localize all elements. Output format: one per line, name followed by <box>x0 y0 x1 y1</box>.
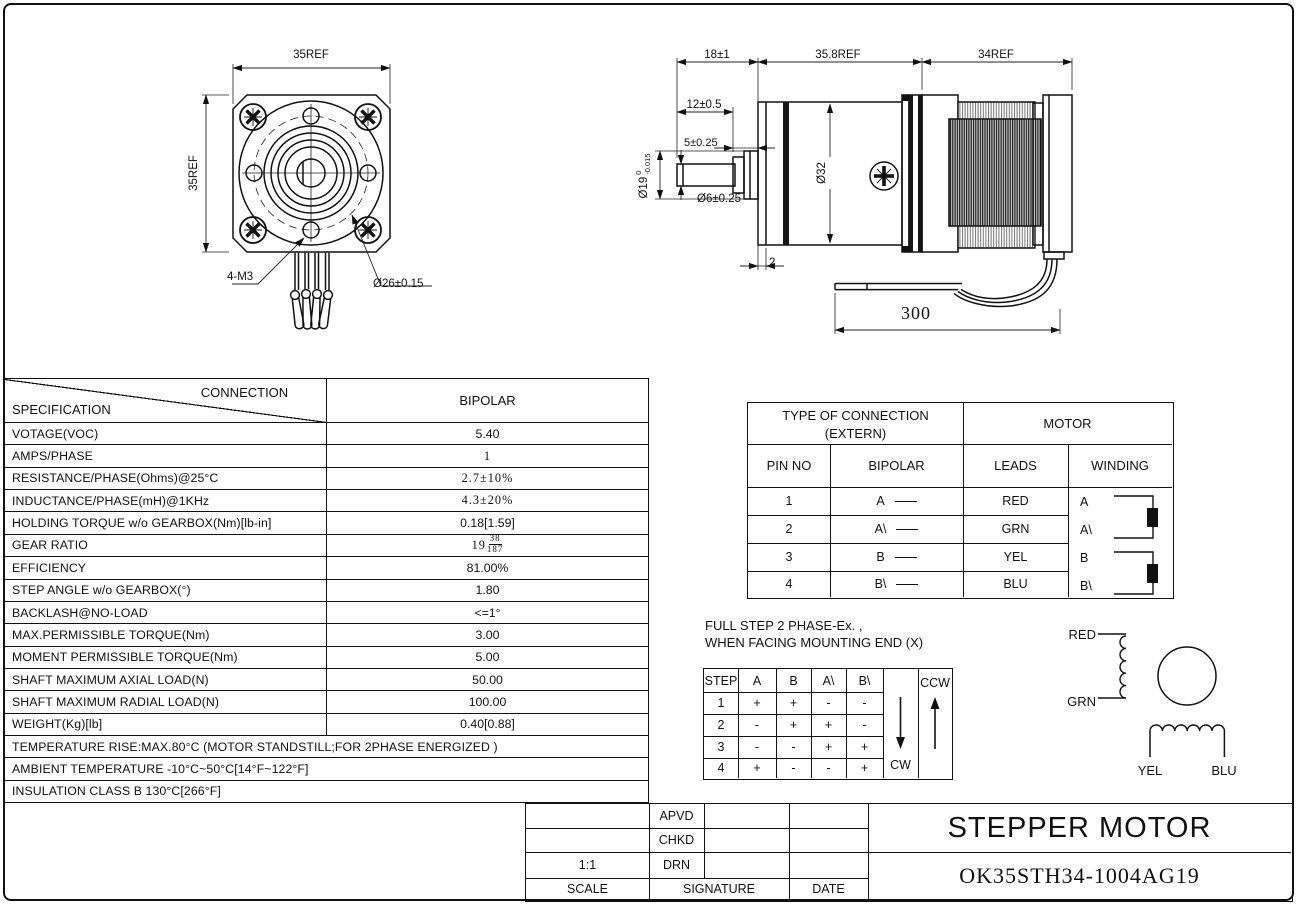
step-cell: - <box>754 718 760 732</box>
front-dim-height: 35REF <box>188 155 200 191</box>
conn-phase: B <box>876 550 885 564</box>
conn-phase: A <box>876 494 885 508</box>
spec-value: 4.3±20% <box>326 490 648 511</box>
side-dim-shaft-length: 18±1 <box>704 49 730 61</box>
front-dim-width: 35REF <box>293 49 329 61</box>
step-cell: + <box>824 718 833 732</box>
phase-dash <box>896 529 918 530</box>
step-col-header: A\ <box>822 673 835 688</box>
pilot-tol-lower: -0.015 <box>643 153 652 175</box>
side-dim-pilot-diameter <box>635 144 653 208</box>
connection-table <box>747 402 1174 599</box>
winding-label: B <box>1080 551 1089 565</box>
titleblock-signature-label: SIGNATURE <box>683 882 755 896</box>
spec-header-connection: CONNECTION <box>200 385 289 400</box>
step-cell: + <box>860 740 869 754</box>
step-col-header: B <box>789 673 798 688</box>
full-step-note-line2: WHEN FACING MOUNTING END (X) <box>705 635 924 650</box>
pilot-dia-main: Ø19 <box>638 176 650 199</box>
step-cell: - <box>791 761 796 775</box>
conn-col-leads: LEADS <box>994 458 1037 473</box>
table-row <box>4 736 648 758</box>
side-dim-shaft-exposed: 12±0.5 <box>686 99 722 111</box>
side-dim-motor-length: 34REF <box>978 49 1014 61</box>
spec-value: 3.00 <box>326 624 648 645</box>
step-cell: + <box>824 740 833 754</box>
table-row <box>4 580 648 602</box>
table-row <box>4 624 648 646</box>
conn-bipolar-cell <box>830 543 963 571</box>
side-dim-cable-length: 300 <box>901 303 931 323</box>
table-row <box>4 781 648 802</box>
conn-col-pin: PIN NO <box>766 458 812 473</box>
conn-phase: A\ <box>874 522 887 536</box>
grid-line <box>704 804 705 878</box>
side-dim-gearbox-length: 35.8REF <box>815 49 861 61</box>
table-row <box>4 468 648 490</box>
table-row <box>4 512 648 534</box>
conn-header-extern <box>748 407 963 443</box>
table-row <box>4 647 648 669</box>
front-mount-holes-label: 4-M3 <box>227 271 254 283</box>
phase-dash <box>895 501 917 502</box>
spec-value: 0.40[0.88] <box>326 714 648 735</box>
conn-header-line2: (EXTERN) <box>824 426 887 441</box>
conn-lead: RED <box>1002 494 1029 508</box>
winding-coil-symbols <box>1106 488 1170 598</box>
table-row <box>4 557 648 579</box>
conn-lead: GRN <box>1001 522 1030 536</box>
table-row <box>4 602 648 624</box>
titleblock-chkd: CHKD <box>658 833 695 847</box>
step-cell: + <box>789 696 798 710</box>
table-row <box>4 669 648 691</box>
spec-value: 100.00 <box>326 691 648 712</box>
conn-col-winding: WINDING <box>1091 458 1149 473</box>
pilot-tol-upper: 0 <box>634 170 644 175</box>
table-row <box>4 714 648 736</box>
spec-label: MOMENT PERMISSIBLE TORQUE(Nm) <box>12 650 238 665</box>
step-cell: 1 <box>717 696 725 710</box>
pilot-dia-tolerance <box>635 153 652 174</box>
conn-pin: 1 <box>785 494 793 508</box>
side-dim-shaft-step: 5±0.25 <box>684 137 718 149</box>
step-cell: + <box>860 761 869 775</box>
step-cell: 4 <box>717 761 725 775</box>
spec-label: VOTAGE(VOC) <box>12 426 99 441</box>
step-cell: - <box>862 718 867 732</box>
spec-value-gear-ratio <box>326 535 648 556</box>
spec-label: BACKLASH@NO-LOAD <box>12 605 148 620</box>
spec-note: INSULATION CLASS B 130°C[266°F] <box>12 784 221 799</box>
title-block <box>525 803 1293 902</box>
spec-value: 5.00 <box>326 647 648 668</box>
spec-value: 1.80 <box>326 580 648 601</box>
step-cell: 3 <box>717 740 725 754</box>
wire-label-red: RED <box>1068 627 1096 642</box>
spec-note: TEMPERATURE RISE:MAX.80°C (MOTOR STANDSTILL;FOR 2PHASE ENERGIZED ) <box>12 739 498 754</box>
part-number: OK35STH34-1004AG19 <box>959 863 1200 888</box>
spec-value: 1 <box>326 445 648 466</box>
step-cell: + <box>753 761 761 775</box>
step-sequence-table <box>703 668 953 780</box>
conn-bipolar-cell <box>830 515 963 543</box>
spec-value: 50.00 <box>326 669 648 690</box>
wire-label-yel: YEL <box>1137 763 1163 778</box>
gear-ratio-den: 187 <box>486 544 504 555</box>
wire-label-blu: BLU <box>1211 763 1237 778</box>
spec-label: EFFICIENCY <box>12 560 87 575</box>
step-cell: + <box>789 718 798 732</box>
step-cell: - <box>791 740 796 754</box>
spec-value: 5.40 <box>326 423 648 444</box>
side-dim-gearbox-diameter: Ø32 <box>816 162 828 184</box>
spec-value: 0.18[1.59] <box>326 512 648 533</box>
phase-dash <box>896 584 918 585</box>
ccw-arrow-icon <box>918 669 952 778</box>
spec-header-corner-cell <box>4 379 327 422</box>
full-step-note-line1: FULL STEP 2 PHASE-Ex. , <box>705 618 863 633</box>
spec-label: STEP ANGLE w/o GEARBOX(°) <box>12 583 191 598</box>
winding-label: A <box>1080 495 1089 509</box>
titleblock-scale-value: 1:1 <box>578 858 597 872</box>
wire-label-grn: GRN <box>1067 694 1096 709</box>
spec-label: RESISTANCE/PHASE(Ohms)@25°C <box>12 471 219 486</box>
step-col-header: A <box>752 673 762 688</box>
spec-value: 2.7±10% <box>326 468 648 489</box>
spec-label: MAX.PERMISSIBLE TORQUE(Nm) <box>12 627 210 642</box>
spec-label: GEAR RATIO <box>12 538 88 553</box>
step-col-header: B\ <box>858 673 871 688</box>
spec-label: WEIGHT(Kg)[lb] <box>12 717 103 732</box>
winding-label: B\ <box>1080 579 1092 593</box>
table-row <box>4 535 648 557</box>
spec-label: HOLDING TORQUE w/o GEARBOX(Nm)[lb-in] <box>12 516 272 531</box>
spec-header-bipolar: BIPOLAR <box>459 393 516 408</box>
conn-pin: 3 <box>785 550 793 564</box>
conn-col-bipolar: BIPOLAR <box>868 458 925 473</box>
step-cell: - <box>862 696 867 710</box>
titleblock-scale-label: SCALE <box>567 882 608 896</box>
side-dim-shaft-diameter: Ø6±0.25 <box>697 193 742 205</box>
spec-note: AMBIENT TEMPERATURE -10°C~50°C[14°F~122°F] <box>12 762 309 777</box>
spec-label: SHAFT MAXIMUM RADIAL LOAD(N) <box>12 694 220 709</box>
front-bolt-circle-label: Ø26±0.15 <box>373 278 424 290</box>
conn-header-line1: TYPE OF CONNECTION <box>782 407 929 423</box>
step-cell: + <box>753 696 761 710</box>
winding-label: A\ <box>1080 523 1092 537</box>
gear-ratio-fraction <box>487 534 504 554</box>
spec-label: SHAFT MAXIMUM AXIAL LOAD(N) <box>12 672 209 687</box>
conn-pin: 4 <box>785 577 793 591</box>
table-row <box>4 445 648 467</box>
step-cell: 2 <box>717 718 725 732</box>
spec-header-specification: SPECIFICATION <box>12 402 111 417</box>
table-row <box>4 490 648 512</box>
spec-label: INDUCTANCE/PHASE(mH)@1KHz <box>12 493 210 508</box>
step-col-header: STEP <box>704 673 738 688</box>
spec-label: AMPS/PHASE <box>12 449 93 464</box>
spec-table-header <box>4 379 648 423</box>
step-cell: - <box>826 761 831 775</box>
step-cell: - <box>754 740 760 754</box>
gear-ratio-num: 38 <box>489 533 501 544</box>
conn-pin: 2 <box>785 522 793 536</box>
gear-ratio-int: 19 <box>471 537 486 552</box>
conn-bipolar-cell <box>830 487 963 515</box>
phase-dash <box>895 557 917 558</box>
specification-table <box>3 378 649 803</box>
spec-value: 81.00% <box>326 557 648 578</box>
drawing-title: STEPPER MOTOR <box>947 811 1212 844</box>
conn-lead: BLU <box>1003 577 1028 591</box>
conn-phase: B\ <box>874 577 887 591</box>
step-cell: - <box>826 696 831 710</box>
table-row <box>4 691 648 713</box>
cw-label: CW <box>890 758 911 772</box>
conn-bipolar-cell <box>830 571 963 597</box>
titleblock-drn: DRN <box>662 858 691 872</box>
table-row <box>4 758 648 780</box>
titleblock-apvd: APVD <box>659 809 694 823</box>
table-row <box>4 423 648 445</box>
conn-header-motor: MOTOR <box>1043 416 1092 431</box>
side-dim-pilot-depth: 2 <box>769 257 776 269</box>
conn-lead: YEL <box>1003 550 1028 564</box>
spec-value: <=1° <box>326 602 648 623</box>
ccw-label: CCW <box>920 676 950 690</box>
titleblock-date-label: DATE <box>812 882 845 896</box>
